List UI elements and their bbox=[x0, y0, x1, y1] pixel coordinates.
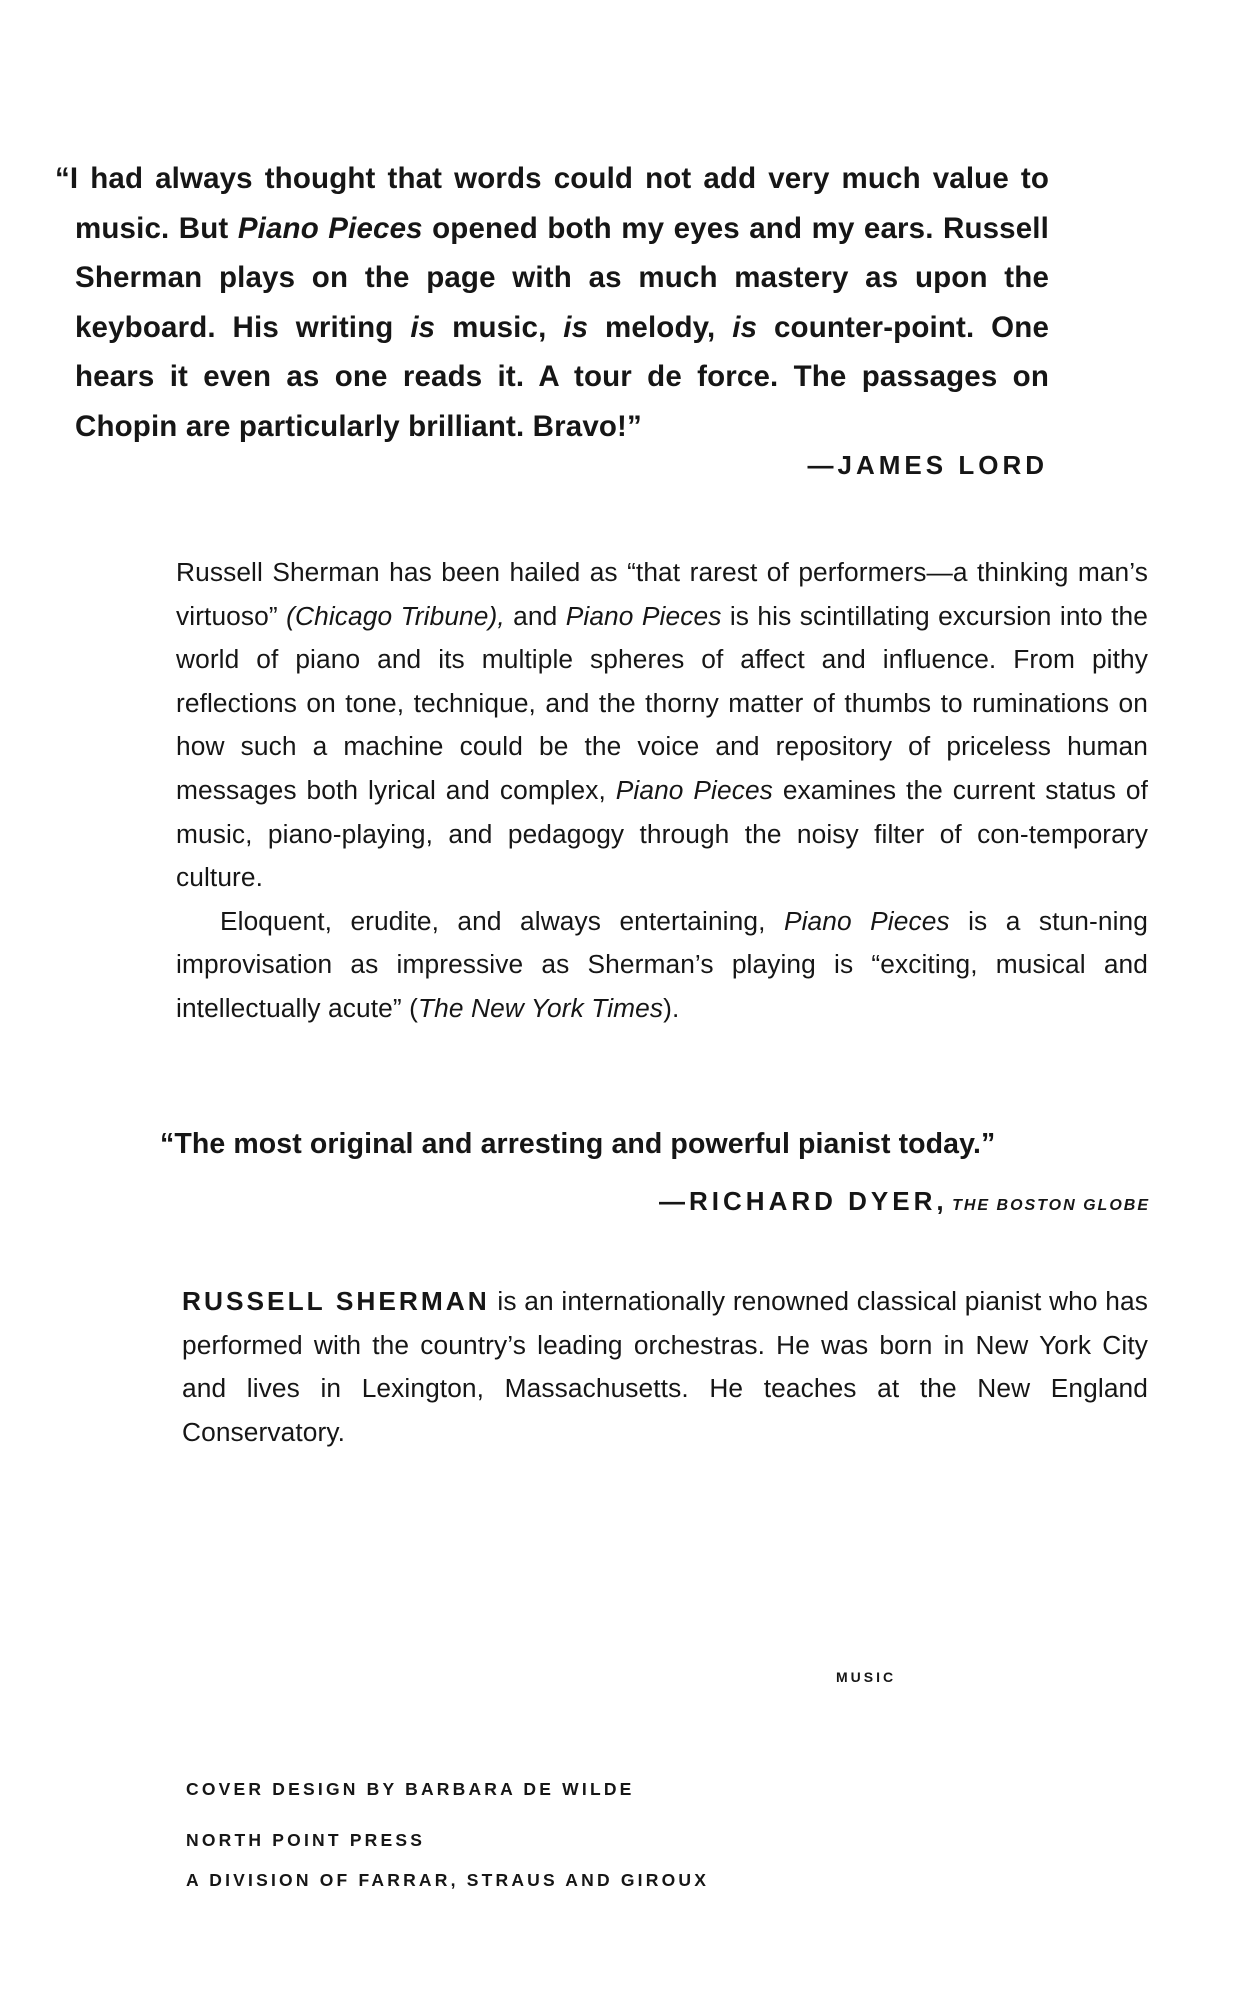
praise-quote: “I had always thought that words could not add very much value to music. But Piano Pieces opened both my eyes and my ears. Russell Sherman plays on the page with as much mastery as upon the keyboard. His writing is music, is melody, is counter-point. One hears it even as one reads it. A tour de force. The passages on Chopin are particularly brilliant. Bravo!” bbox=[55, 162, 1050, 443]
book-title: Piano Pieces bbox=[783, 905, 950, 936]
cover-design-credit: COVER DESIGN BY BARBARA DE WILDE bbox=[186, 1779, 635, 1799]
source-citation: (Chicago Tribune), bbox=[286, 600, 505, 631]
book-title: Piano Pieces bbox=[237, 211, 423, 245]
publisher-name: NORTH POINT PRESS bbox=[186, 1830, 426, 1850]
book-title: Piano Pieces bbox=[615, 774, 773, 805]
source-citation: The New York Times bbox=[418, 992, 664, 1023]
publisher-division: A DIVISION OF FARRAR, STRAUS AND GIROUX bbox=[186, 1870, 710, 1890]
book-description bbox=[176, 551, 1148, 1031]
attribution-publication: THE BOSTON GLOBE bbox=[952, 1197, 1150, 1214]
description-paragraph: Eloquent, erudite, and always entertaining, Piano Pieces is a stun-ning improvisation as impressive as Sherman’s playing is “exciting, musical and intellectually acute” (The New York Times). bbox=[176, 905, 1148, 1023]
attribution-name: —RICHARD DYER, bbox=[659, 1186, 948, 1216]
author-name: RUSSELL SHERMAN bbox=[182, 1286, 490, 1316]
description-paragraph: Russell Sherman has been hailed as “that rarest of performers—a thinking man’s virtuoso” (Chicago Tribune), and Piano Pieces is his scintillating excursion into the world of piano and its multiple spheres of affect and influence. From pithy reflections on tone, technique, and the thorny matter of thumbs to ruminations on how such a machine could be the voice and repository of priceless human messages both lyrical and complex, Piano Pieces examines the current status of music, piano-playing, and pedagogy through the noisy filter of con-temporary culture. bbox=[176, 557, 1148, 893]
open-quote-mark: “ bbox=[55, 162, 70, 195]
second-quote: “The most original and arresting and powerful pianist today.” bbox=[160, 1128, 996, 1160]
second-quote-attribution bbox=[500, 1186, 1150, 1217]
category-label: MUSIC bbox=[836, 1669, 897, 1685]
book-title: Piano Pieces bbox=[565, 600, 722, 631]
author-bio: RUSSELL SHERMAN is an internationally renowned classical pianist who has performed with the country’s leading orchestras. He was born in New York City and lives in Lexington, Massachusetts. He teaches at the New England Conservatory. bbox=[182, 1286, 1148, 1447]
praise-attribution: —JAMES LORD bbox=[807, 450, 1048, 480]
